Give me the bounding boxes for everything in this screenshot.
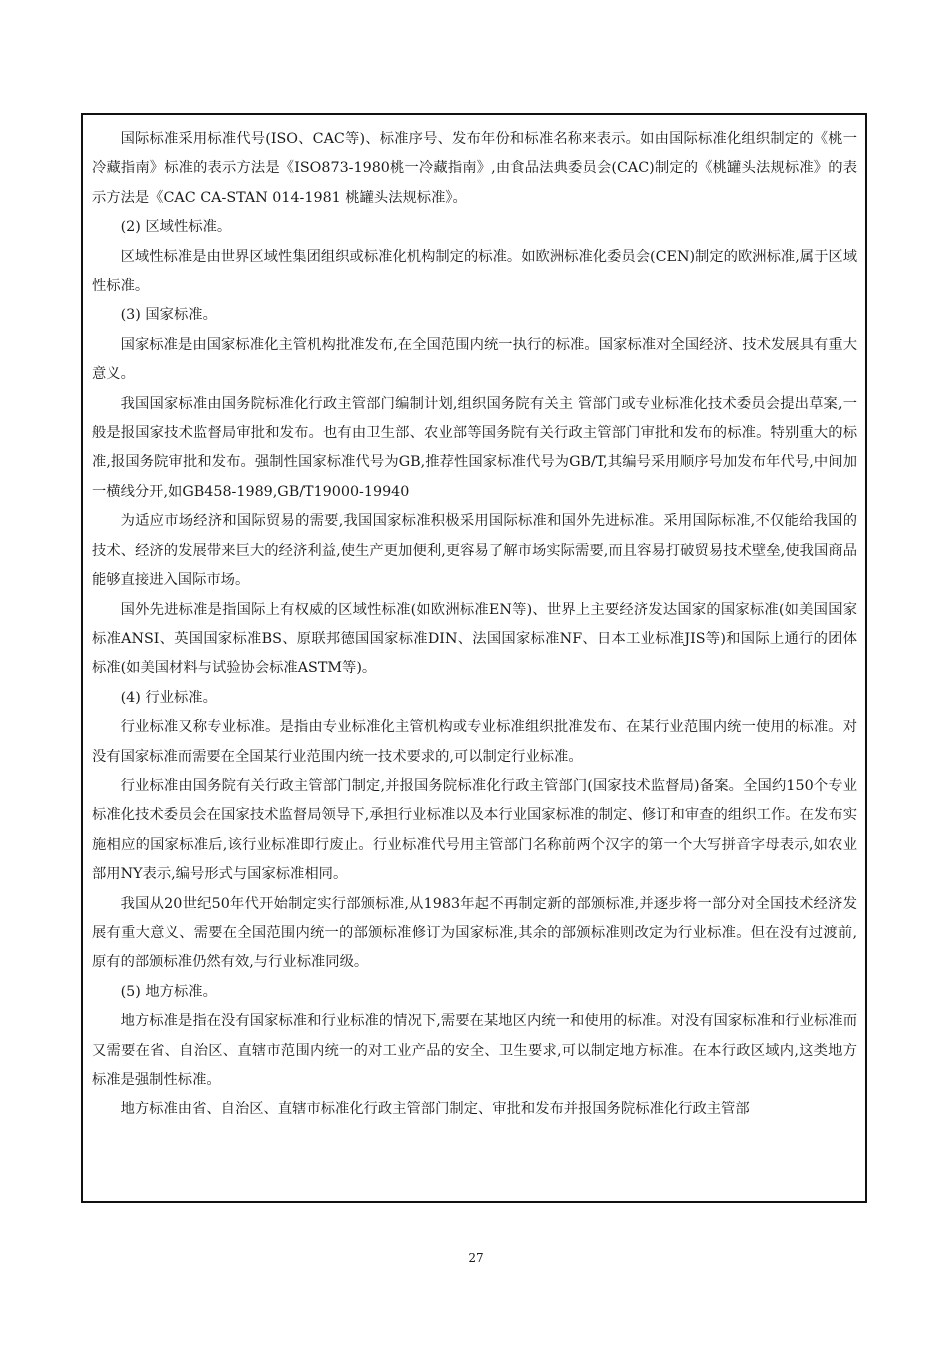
paragraph: 行业标准又称专业标准。是指由专业标准化主管机构或专业标准组织批准发布、在某行业范围内统一使用的标准。对没有国家标准而需要在全国某行业范围内统一技术要求的,可以制定行业标准。: [92, 719, 857, 765]
section-heading: (5) 地方标准。: [120, 983, 217, 1000]
paragraph: 国际标准采用标准代号(ISO、CAC等)、标准序号、发布年份和标准名称来表示。如由国际标准化组织制定的《桃一冷藏指南》标准的表示方法是《ISO873-1980桃一冷藏指南》,由食品法典委员会(CAC)制定的《桃罐头法规标准》的表示方法是《CAC CA-STAN 014-1981 桃罐头法规标准》。: [92, 131, 857, 206]
paragraph: 为适应市场经济和国际贸易的需要,我国国家标准积极采用国际标准和国外先进标准。采用国际标准,不仅能给我国的技术、经济的发展带来巨大的经济利益,使生产更加便利,更容易了解市场实际需要,而且容易打破贸易技术壁垒,使我国商品能够直接进入国际市场。: [92, 513, 857, 589]
section-heading: (2) 区域性标准。: [120, 219, 232, 236]
paragraph: 我国国家标准由国务院标准化行政主管部门编制计划,组织国务院有关主 管部门或专业标准化技术委员会提出草案,一般是报国家技术监督局审批和发布。也有由卫生部、农业部等国务院有关行政主管部门审批和发布的标准。特别重大的标准,报国务院审批和发布。强制性国家标准代号为GB,推荐性国家标准代号为GB/T,其编号采用顺序号加发布年代号,中间加一横线分开,如GB458-1989,GB/T19000-19940: [92, 395, 857, 500]
content-frame: [81, 113, 867, 1203]
paragraph: 区域性标准是由世界区域性集团组织或标准化机构制定的标准。如欧洲标准化委员会(CEN)制定的欧洲标准,属于区域性标准。: [92, 248, 857, 295]
paragraph: 地方标准是指在没有国家标准和行业标准的情况下,需要在某地区内统一和使用的标准。对没有国家标准和行业标准而又需要在省、自治区、直辖市范围内统一的对工业产品的安全、卫生要求,可以制定地方标准。在本行政区域内,这类地方标准是强制性标准。: [92, 1013, 857, 1088]
paragraph: 地方标准由省、自治区、直辖市标准化行政主管部门制定、审批和发布并报国务院标准化行政主管部: [120, 1101, 750, 1118]
paragraph: 行业标准由国务院有关行政主管部门制定,并报国务院标准化行政主管部门(国家技术监督局)备案。全国约150个专业标准化技术委员会在国家技术监督局领导下,承担行业标准以及本行业国家标准的制定、修订和审查的组织工作。在发布实施相应的国家标准后,该行业标准即行废止。行业标准代号用主管部门名称前两个汉字的第一个大写拼音字母表示,如农业部用NY表示,编号形式与国家标准相同。: [92, 777, 857, 883]
paragraph: 我国从20世纪50年代开始制定实行部颁标准,从1983年起不再制定新的部颁标准,并逐步将一部分对全国技术经济发展有重大意义、需要在全国范围内统一的部颁标准修订为国家标准,其余的部颁标准则改定为行业标准。但在没有过渡前,原有的部颁标准仍然有效,与行业标准同级。: [92, 895, 857, 971]
page-number: 27: [468, 1251, 484, 1265]
section-heading: (4) 行业标准。: [120, 689, 217, 706]
section-heading: (3) 国家标准。: [120, 307, 217, 324]
paragraph: 国外先进标准是指国际上有权威的区域性标准(如欧洲标准EN等)、世界上主要经济发达国家的国家标准(如美国国家标准ANSI、英国国家标准BS、原联邦德国国家标准DIN、法国国家标准NF、日本工业标准JIS等)和国际上通行的团体标准(如美国材料与试验协会标准ASTM等)。: [92, 601, 857, 677]
paragraph: 国家标准是由国家标准化主管机构批准发布,在全国范围内统一执行的标准。国家标准对全国经济、技术发展具有重大意义。: [92, 336, 857, 383]
